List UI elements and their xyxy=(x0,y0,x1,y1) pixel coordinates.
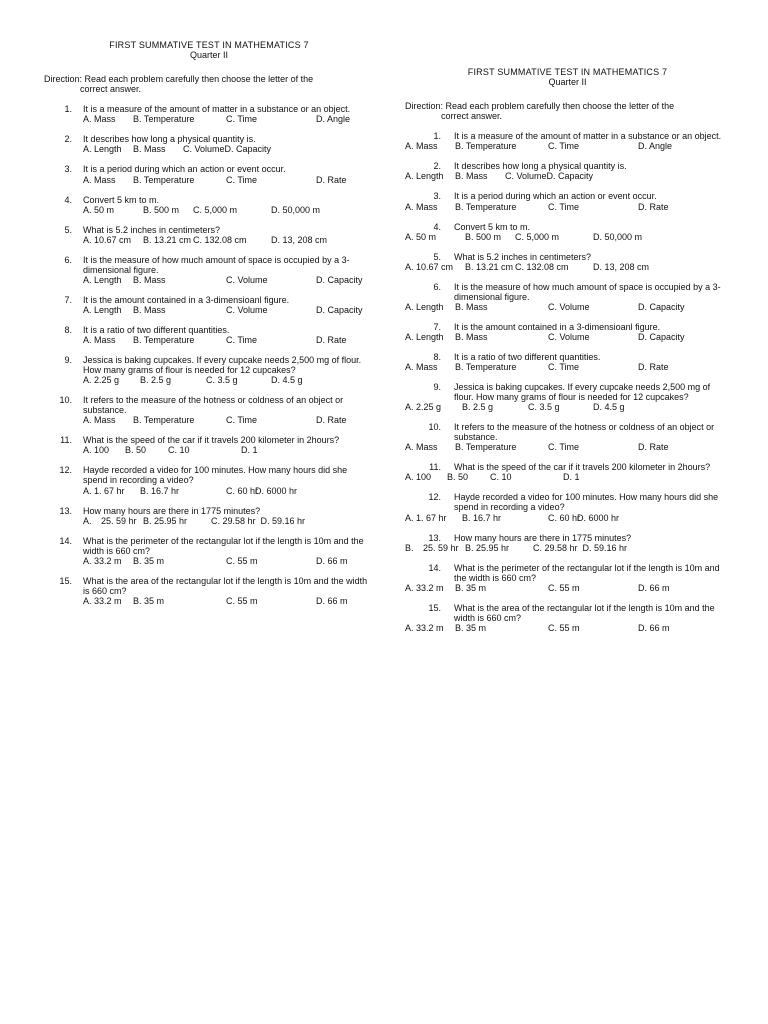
answer-choices xyxy=(405,472,730,483)
question-item xyxy=(405,533,730,554)
test-copy-right xyxy=(405,67,730,643)
question-text: It is a period during which an action or event occur. xyxy=(454,191,657,202)
question-number: 12. xyxy=(428,492,441,503)
answer-choices xyxy=(83,556,374,567)
answer-choice: B. 2.5 g xyxy=(140,375,172,386)
answer-choices xyxy=(83,275,374,286)
answer-choice: B. 50 xyxy=(125,445,147,456)
answer-choice: C. 55 m xyxy=(226,555,258,566)
question-stem xyxy=(405,322,730,332)
question-number: 6. xyxy=(64,254,72,265)
question-item xyxy=(405,252,730,273)
question-text: Convert 5 km to m. xyxy=(83,194,160,205)
answer-choices xyxy=(405,302,730,313)
question-item xyxy=(405,322,730,343)
answer-choices xyxy=(405,513,730,524)
question-number: 14. xyxy=(59,535,72,546)
answer-choices xyxy=(405,402,730,413)
answer-choices xyxy=(83,486,374,497)
answer-choice: A. 100 xyxy=(83,445,110,456)
question-stem xyxy=(44,295,374,305)
answer-choice: B. Temperature xyxy=(133,174,195,185)
answer-choice: D. Rate xyxy=(638,201,669,212)
question-stem xyxy=(405,131,730,141)
answer-choice: D. Angle xyxy=(638,141,673,152)
answer-choice: A. Mass xyxy=(83,174,116,185)
answer-choice: C. 132.08 cm xyxy=(193,234,247,245)
question-stem xyxy=(405,603,730,623)
answer-choice: C. 132.08 cm xyxy=(515,261,569,272)
question-item xyxy=(405,161,730,182)
answer-choice: A. Length xyxy=(83,274,122,285)
question-stem xyxy=(405,161,730,171)
answer-choice: C. 5,000 m xyxy=(193,204,238,215)
answer-choice: B. 2.5 g xyxy=(462,402,494,413)
question-text: It is the measure of how much amount of space is occupied by a 3-dimensional figure. xyxy=(83,254,350,275)
answer-choice: C. 60 hr xyxy=(548,512,581,523)
answer-choice: B. 35 m xyxy=(133,595,165,606)
answer-choice: A. Length xyxy=(405,171,444,182)
answer-choice: B. Temperature xyxy=(133,114,195,125)
answer-choice: A. 33.2 m xyxy=(83,555,122,566)
answer-choice: D. 66 m xyxy=(316,555,348,566)
answer-choice: D. 66 m xyxy=(638,582,670,593)
answer-choice: D. 6000 hr xyxy=(577,512,620,523)
answer-choice: D. Rate xyxy=(316,174,347,185)
question-item xyxy=(44,225,374,246)
question-item xyxy=(44,164,374,185)
answer-choices xyxy=(405,543,730,554)
question-number: 13. xyxy=(428,532,441,543)
question-stem xyxy=(44,134,374,144)
question-stem xyxy=(405,191,730,201)
question-item xyxy=(405,382,730,413)
question-list xyxy=(44,104,374,607)
answer-choice: C. 29.58 hr D. 59.16 hr xyxy=(533,542,628,553)
answer-choice: A. Length xyxy=(405,301,444,312)
question-text: What is the speed of the car if it travels 200 kilometer in 2hours? xyxy=(83,435,340,446)
answer-choice: A. Mass xyxy=(83,114,116,125)
answer-choice: A. 50 m xyxy=(405,231,437,242)
answer-choices xyxy=(405,362,730,373)
question-number: 11. xyxy=(429,462,441,473)
question-number: 13. xyxy=(59,505,72,516)
answer-choice: B. 50 xyxy=(447,472,469,483)
question-item xyxy=(405,352,730,373)
answer-choice: C. 3.5 g xyxy=(528,402,560,413)
answer-choice: D. Rate xyxy=(316,335,347,346)
question-item xyxy=(44,395,374,426)
answer-choice: D. Capacity xyxy=(316,304,363,315)
question-stem xyxy=(44,395,374,415)
answer-choice: C. VolumeD. Capacity xyxy=(183,144,272,155)
answer-choice: A. Mass xyxy=(405,201,438,212)
question-stem xyxy=(405,563,730,583)
question-item xyxy=(405,191,730,212)
question-stem xyxy=(44,325,374,335)
question-item xyxy=(44,104,374,125)
question-stem xyxy=(405,382,730,402)
question-number: 1. xyxy=(433,131,441,142)
question-text: It is a measure of the amount of matter in a substance or an object. xyxy=(83,104,351,115)
direction-lead: Direction: Read each problem carefully then choose the letter of the xyxy=(405,101,675,112)
question-text: What is 5.2 inches in centimeters? xyxy=(83,224,221,235)
question-number: 14. xyxy=(428,562,441,573)
answer-choice: D. 4.5 g xyxy=(271,375,303,386)
answer-choice: A. 2.25 g xyxy=(83,375,120,386)
answer-choice: C. Time xyxy=(548,201,580,212)
question-item xyxy=(44,465,374,496)
answer-choices xyxy=(83,205,374,216)
answer-choice: D. 13, 208 cm xyxy=(593,261,650,272)
answer-choice: A. Length xyxy=(405,331,444,342)
answer-choices xyxy=(405,583,730,594)
question-item xyxy=(405,462,730,483)
answer-choice: A. Length xyxy=(83,304,122,315)
question-text: What is the perimeter of the rectangular lot if the length is 10m and the width is 660 cm? xyxy=(454,562,720,583)
answer-choices xyxy=(405,232,730,243)
answer-choice: B. Temperature xyxy=(455,362,517,373)
question-number: 4. xyxy=(64,194,72,205)
answer-choice: A. 50 m xyxy=(83,204,115,215)
question-text: It is a measure of the amount of matter in a substance or an object. xyxy=(454,131,722,142)
question-text: It is a period during which an action or event occur. xyxy=(83,164,286,175)
answer-choice: A. 10.67 cm xyxy=(405,261,454,272)
answer-choices xyxy=(405,141,730,152)
question-text: It describes how long a physical quantity is. xyxy=(83,134,256,145)
question-number: 4. xyxy=(433,221,441,232)
answer-choice: B. 25.95 hr xyxy=(143,515,188,526)
answer-choices xyxy=(83,235,374,246)
question-number: 8. xyxy=(64,324,72,335)
question-item xyxy=(405,422,730,453)
answer-choices xyxy=(83,596,374,607)
answer-choice: D. Rate xyxy=(638,442,669,453)
answer-choice: B. Temperature xyxy=(455,141,517,152)
test-quarter: Quarter II xyxy=(548,77,587,88)
question-stem xyxy=(44,465,374,485)
answer-choice: C. 3.5 g xyxy=(206,375,238,386)
question-number: 9. xyxy=(64,355,72,366)
question-stem xyxy=(44,195,374,205)
answer-choice: C. Time xyxy=(548,442,580,453)
question-stem xyxy=(405,492,730,512)
question-item xyxy=(44,195,374,216)
question-stem xyxy=(44,255,374,275)
answer-choices xyxy=(83,335,374,346)
answer-choices xyxy=(83,144,374,155)
question-text: What is the area of the rectangular lot if the length is 10m and the width is 660 cm? xyxy=(83,575,368,596)
answer-choice: C. Time xyxy=(548,362,580,373)
answer-choice: A. 33.2 m xyxy=(405,582,444,593)
question-item xyxy=(44,325,374,346)
test-direction xyxy=(44,74,374,94)
question-number: 7. xyxy=(433,321,441,332)
question-item xyxy=(405,282,730,313)
answer-choice: A. 1. 67 hr xyxy=(83,485,125,496)
answer-choices xyxy=(83,175,374,186)
answer-choice: 25. 59 hr xyxy=(423,542,459,553)
answer-choice: D. Angle xyxy=(316,114,351,125)
answer-choice: C. Time xyxy=(226,415,258,426)
test-title: FIRST SUMMATIVE TEST IN MATHEMATICS 7 xyxy=(467,67,668,77)
answer-choices xyxy=(405,262,730,273)
answer-choice: B. 16.7 hr xyxy=(462,512,502,523)
question-text: Hayde recorded a video for 100 minutes. How many hours did she spend in recording a video? xyxy=(83,465,348,486)
question-number: 8. xyxy=(433,351,441,362)
question-stem xyxy=(405,352,730,362)
answer-choice: B. 13.21 cm xyxy=(465,261,514,272)
answer-choice: C. 29.58 hr D. 59.16 hr xyxy=(211,515,306,526)
question-text: What is 5.2 inches in centimeters? xyxy=(454,251,592,262)
answer-choice: C. Time xyxy=(226,335,258,346)
question-item xyxy=(405,222,730,243)
question-text: Jessica is baking cupcakes. If every cupcake needs 2,500 mg of flour. How many grams of flour is needed for 12 cupcakes? xyxy=(83,355,362,376)
question-stem xyxy=(44,104,374,114)
question-stem xyxy=(44,435,374,445)
answer-choices xyxy=(83,516,374,527)
answer-choice: B. Mass xyxy=(133,144,166,155)
answer-choice: D. Capacity xyxy=(316,274,363,285)
answer-choice: C. Time xyxy=(226,114,258,125)
question-stem xyxy=(44,576,374,596)
answer-choices xyxy=(405,202,730,213)
answer-choices xyxy=(83,114,374,125)
answer-choice: A. Mass xyxy=(83,335,116,346)
question-stem xyxy=(44,355,374,375)
answer-choice: C. Time xyxy=(226,174,258,185)
question-item xyxy=(44,255,374,286)
question-number: 12. xyxy=(59,465,72,476)
question-text: What is the perimeter of the rectangular lot if the length is 10m and the width is 660 cm? xyxy=(83,535,364,556)
question-text: It refers to the measure of the hotness or coldness of an object or substance. xyxy=(454,422,715,443)
answer-choice: A. Length xyxy=(83,144,122,155)
direction-cont: correct answer. xyxy=(80,84,142,95)
answer-choice: C. 55 m xyxy=(226,595,258,606)
answer-choice: C. 10 xyxy=(490,472,512,483)
question-text: How many hours are there in 1775 minutes? xyxy=(454,532,632,543)
question-stem xyxy=(405,533,730,543)
answer-choice: D. 4.5 g xyxy=(593,402,625,413)
question-text: Convert 5 km to m. xyxy=(454,221,531,232)
question-text: It is the amount contained in a 3-dimensioanl figure. xyxy=(83,294,290,305)
question-text: It is a ratio of two different quantities. xyxy=(454,351,601,362)
answer-choice: B. Mass xyxy=(133,274,166,285)
answer-choice: B. xyxy=(405,542,414,553)
question-text: What is the speed of the car if it travels 200 kilometer in 2hours? xyxy=(454,462,711,473)
answer-choices xyxy=(83,305,374,316)
answer-choice: A. Mass xyxy=(405,362,438,373)
answer-choice: D. Rate xyxy=(638,362,669,373)
answer-choice: A. 2.25 g xyxy=(405,402,442,413)
question-stem xyxy=(405,462,730,472)
answer-choice: B. Mass xyxy=(133,304,166,315)
answer-choice: D. 66 m xyxy=(316,595,348,606)
direction-lead: Direction: Read each problem carefully then choose the letter of the xyxy=(44,74,314,85)
answer-choices xyxy=(405,171,730,182)
answer-choice: B. 35 m xyxy=(455,582,487,593)
question-text: It is a ratio of two different quantities. xyxy=(83,324,230,335)
answer-choice: B. Temperature xyxy=(133,335,195,346)
question-text: Jessica is baking cupcakes. If every cupcake needs 2,500 mg of flour. How many grams of flour is needed for 12 cupcakes? xyxy=(454,382,711,403)
question-text: Hayde recorded a video for 100 minutes. How many hours did she spend in recording a video? xyxy=(454,492,719,513)
answer-choices xyxy=(405,442,730,453)
answer-choice: A. 1. 67 hr xyxy=(405,512,447,523)
question-stem xyxy=(44,225,374,235)
question-number: 15. xyxy=(428,602,441,613)
answer-choice: 25. 59 hr xyxy=(101,515,137,526)
question-item xyxy=(44,134,374,155)
answer-choice: A. 100 xyxy=(405,472,432,483)
question-number: 15. xyxy=(59,575,72,586)
question-number: 2. xyxy=(433,161,441,172)
answer-choices xyxy=(405,623,730,634)
question-number: 3. xyxy=(433,191,441,202)
question-number: 9. xyxy=(433,382,441,393)
question-item xyxy=(405,131,730,152)
question-stem xyxy=(405,222,730,232)
answer-choice: B. Mass xyxy=(455,331,488,342)
answer-choice: B. Temperature xyxy=(133,415,195,426)
question-item xyxy=(405,563,730,594)
answer-choice: C. 55 m xyxy=(548,622,580,633)
answer-choice: C. Time xyxy=(548,141,580,152)
answer-choice: D. 66 m xyxy=(638,622,670,633)
answer-choice: C. 5,000 m xyxy=(515,231,560,242)
answer-choice: D. 6000 hr xyxy=(255,485,298,496)
answer-choice: B. Mass xyxy=(455,301,488,312)
question-stem xyxy=(405,282,730,302)
question-stem xyxy=(44,506,374,516)
question-stem xyxy=(405,252,730,262)
question-item xyxy=(405,603,730,634)
direction-cont: correct answer. xyxy=(441,111,503,122)
answer-choice: B. 500 m xyxy=(465,231,502,242)
answer-choices xyxy=(83,375,374,386)
question-stem xyxy=(405,422,730,442)
question-text: How many hours are there in 1775 minutes? xyxy=(83,505,261,516)
answer-choice: D. 1 xyxy=(241,445,258,456)
answer-choice: D. 50,000 m xyxy=(271,204,321,215)
question-list xyxy=(405,131,730,634)
answer-choices xyxy=(83,415,374,426)
answer-choice: A. 10.67 cm xyxy=(83,234,132,245)
question-text: It refers to the measure of the hotness or coldness of an object or substance. xyxy=(83,395,344,416)
question-number: 7. xyxy=(64,294,72,305)
question-item xyxy=(44,506,374,527)
question-item xyxy=(44,295,374,316)
question-text: What is the area of the rectangular lot if the length is 10m and the width is 660 cm? xyxy=(454,602,715,623)
answer-choices xyxy=(405,332,730,343)
question-number: 5. xyxy=(433,251,441,262)
answer-choice: B. Temperature xyxy=(455,442,517,453)
question-stem xyxy=(44,164,374,174)
answer-choice: C. 60 hr xyxy=(226,485,259,496)
question-item xyxy=(405,492,730,523)
answer-choice: D. 13, 208 cm xyxy=(271,234,328,245)
answer-choices xyxy=(83,445,374,456)
question-text: It describes how long a physical quantity is. xyxy=(454,161,627,172)
answer-choice: A. Mass xyxy=(83,415,116,426)
question-text: It is the amount contained in a 3-dimensioanl figure. xyxy=(454,321,661,332)
answer-choice: B. 35 m xyxy=(455,622,487,633)
answer-choice: C. Volume xyxy=(226,274,268,285)
test-quarter: Quarter II xyxy=(189,50,228,61)
answer-choice: B. 16.7 hr xyxy=(140,485,180,496)
test-copy-left xyxy=(44,40,374,616)
answer-choice: C. Volume xyxy=(548,331,590,342)
answer-choice: B. 25.95 hr xyxy=(465,542,510,553)
question-number: 10. xyxy=(428,422,441,433)
answer-choice: A. Mass xyxy=(405,442,438,453)
test-title: FIRST SUMMATIVE TEST IN MATHEMATICS 7 xyxy=(109,40,309,50)
question-number: 6. xyxy=(433,281,441,292)
answer-choice: B. 500 m xyxy=(143,204,180,215)
answer-choice: B. Mass xyxy=(455,171,488,182)
answer-choice: D. Capacity xyxy=(638,331,685,342)
question-text: It is the measure of how much amount of space is occupied by a 3-dimensional figure. xyxy=(454,281,721,302)
test-direction xyxy=(405,101,730,121)
answer-choice: C. Volume xyxy=(548,301,590,312)
answer-choice: C. 10 xyxy=(168,445,190,456)
answer-choice: B. 35 m xyxy=(133,555,165,566)
question-number: 11. xyxy=(60,435,72,446)
answer-choice: A. Mass xyxy=(405,141,438,152)
question-number: 10. xyxy=(59,395,72,406)
question-stem xyxy=(44,536,374,556)
question-item xyxy=(44,536,374,567)
answer-choice: B. Temperature xyxy=(455,201,517,212)
answer-choice: D. Capacity xyxy=(638,301,685,312)
answer-choice: C. 55 m xyxy=(548,582,580,593)
question-item xyxy=(44,576,374,607)
question-number: 2. xyxy=(64,134,72,145)
answer-choice: A. 33.2 m xyxy=(405,622,444,633)
answer-choice: D. 1 xyxy=(563,472,580,483)
answer-choice: D. Rate xyxy=(316,415,347,426)
question-item xyxy=(44,355,374,386)
question-number: 1. xyxy=(64,104,72,115)
answer-choice: C. Volume xyxy=(226,304,268,315)
answer-choice: C. VolumeD. Capacity xyxy=(505,171,594,182)
answer-choice: A. 33.2 m xyxy=(83,595,122,606)
answer-choice: B. 13.21 cm xyxy=(143,234,192,245)
answer-choice: A. xyxy=(83,515,92,526)
question-number: 5. xyxy=(64,224,72,235)
answer-choice: D. 50,000 m xyxy=(593,231,643,242)
question-number: 3. xyxy=(64,164,72,175)
question-item xyxy=(44,435,374,456)
